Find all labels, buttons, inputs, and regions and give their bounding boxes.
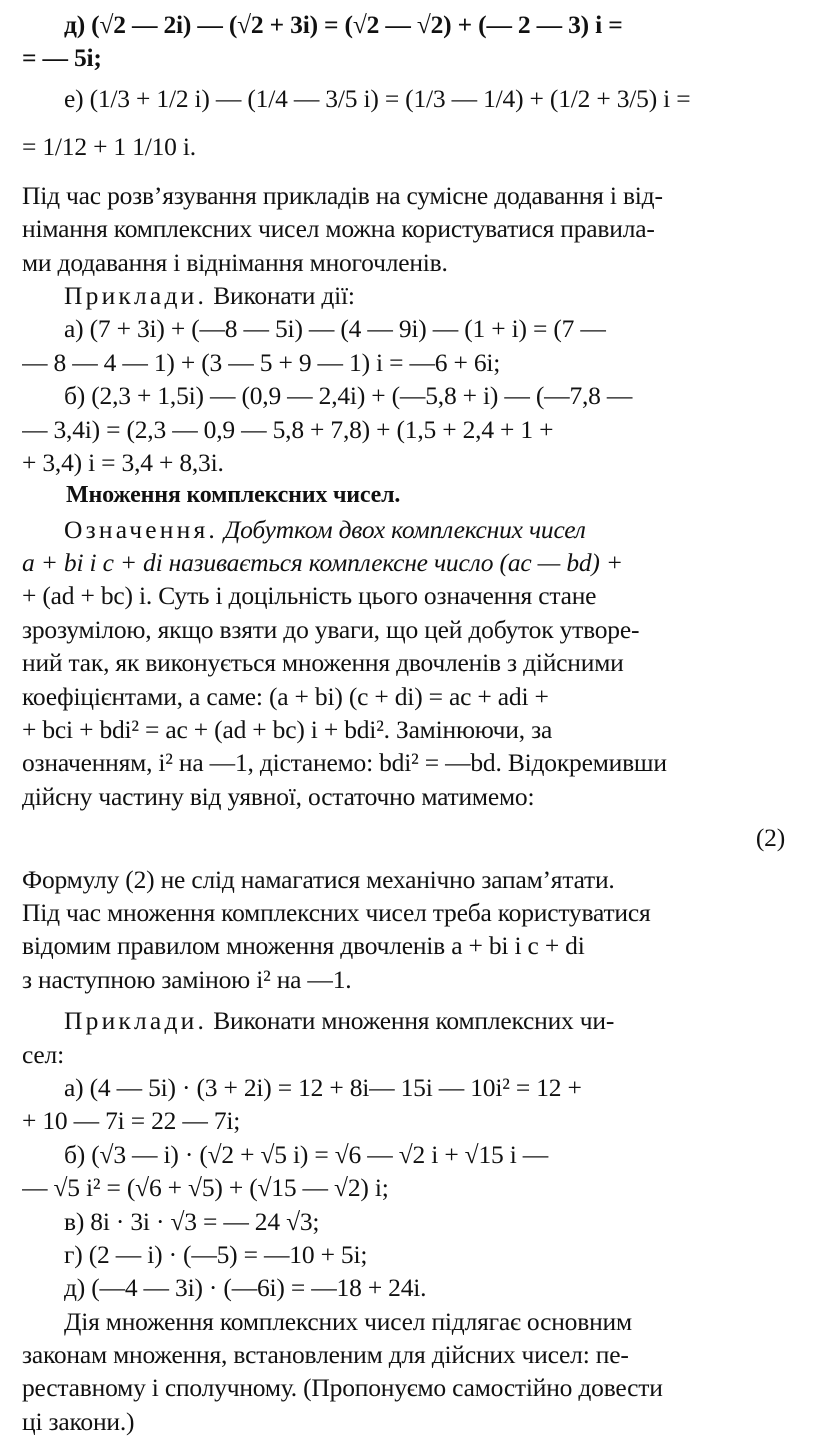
text-line: Під час множення комплексних чисел треба користуватися <box>22 897 651 927</box>
example-line: — √5 i² = (√6 + √5) + (√15 — √2) i; <box>22 1173 389 1203</box>
paragraph-formula-note <box>22 863 799 997</box>
examples-intro <box>22 279 799 312</box>
examples-label: Приклади. <box>64 1006 208 1036</box>
examples-label: Приклади. <box>64 280 208 310</box>
text-line: + bci + bdi² = ac + (ad + bc) i + bdi². Замінюючи, за <box>22 715 553 745</box>
example-line: г) (2 — i) · (—5) = —10 + 5i; <box>64 1239 368 1269</box>
section-heading: Множення комплексних чисел. <box>66 482 401 509</box>
example-e-line: е) (1/3 + 1/2 i) — (1/4 — 3/5 i) = (1/3 — 1/4) + (1/2 + 3/5) i = <box>64 83 691 113</box>
definition-label: Означення. <box>64 514 218 544</box>
example-line: б) (√3 — i) · (√2 + √5 i) = √6 — √2 i + √15 i — <box>64 1139 549 1169</box>
example-line: в) 8i · 3i · √3 = — 24 √3; <box>64 1206 320 1236</box>
definition-intro <box>22 513 799 546</box>
definition-text: Добутком двох комплексних чисел <box>217 514 586 544</box>
text-line: ний так, як виконується множення двочленів з дійсними <box>22 648 624 678</box>
text-line: законам множення, встановленим для дійсних чисел: пе- <box>22 1340 629 1370</box>
examples-intro <box>22 1004 799 1037</box>
text-line: Формулу (2) не слід намагатися механічно запам’ятати. <box>22 864 615 894</box>
example-d-result: = — 5i; <box>22 43 102 73</box>
example-e-result: = 1/12 + 1 1/10 i. <box>22 131 196 161</box>
example-line: а) (7 + 3i) + (—8 — 5i) — (4 — 9i) — (1 + i) = (7 — <box>64 314 606 344</box>
text-line: + (ad + bc) i. Суть і доцільність цього означення стане <box>22 581 597 611</box>
closing-paragraph <box>22 1305 799 1438</box>
examples-task: Виконати множення комплексних чи- <box>207 1006 615 1036</box>
example-line: — 3,4i) = (2,3 — 0,9 — 5,8 + 7,8) + (1,5 + 2,4 + 1 + <box>22 414 554 444</box>
definition-line: a + bi і c + di називається комплексне число (ac — bd) + <box>22 548 623 578</box>
text-line: Під час розв’язування прикладів на сумісне додавання і від- <box>22 180 663 210</box>
text-line: реставному і сполучному. (Пропонуємо самостійно довести <box>22 1373 663 1403</box>
text-line: зрозумілою, якщо взяти до уваги, що цей добуток утворе- <box>22 614 640 644</box>
definition-block <box>22 513 799 814</box>
text-line: відомим правилом множення двочленів a + bi і c + di <box>22 931 585 961</box>
examples-addition <box>22 279 799 479</box>
example-line: + 10 — 7i = 22 — 7i; <box>22 1106 241 1136</box>
examples-continuation <box>22 8 799 171</box>
example-line: — 8 — 4 — 1) + (3 — 5 + 9 — 1) i = —6 + 6i; <box>22 347 501 377</box>
text-line: німання комплексних чисел можна користуватися правила- <box>22 214 655 244</box>
text-line: означенням, i² на —1, дістанемо: bdi² = —bd. Відокремивши <box>22 748 667 778</box>
text-line: коефіцієнтами, а саме: (a + bi) (c + di) = ac + adi + <box>22 681 549 711</box>
examples-multiplication <box>22 1004 799 1305</box>
formula-number: (2) <box>755 823 785 853</box>
example-line: б) (2,3 + 1,5i) — (0,9 — 2,4i) + (—5,8 + i) — (—7,8 — <box>64 381 633 411</box>
example-line: а) (4 — 5i) · (3 + 2i) = 12 + 8i— 15i — 10i² = 12 + <box>64 1072 582 1102</box>
example-d-line: д) (√2 — 2i) — (√2 + 3i) = (√2 — √2) + (— 2 — 3) i = <box>64 10 623 39</box>
paragraph-add-subtract <box>22 179 799 279</box>
text-line: дійсну частину від уявної, остаточно матимемо: <box>22 781 535 811</box>
text-line: Дія множення комплексних чисел підлягає основним <box>64 1306 632 1336</box>
formula-2 <box>22 821 799 854</box>
example-line: + 3,4) i = 3,4 + 8,3i. <box>22 447 224 477</box>
text-line: з наступною заміною i² на —1. <box>22 964 352 994</box>
examples-task-cont: сел: <box>22 1039 64 1069</box>
examples-task: Виконати дії: <box>207 280 355 310</box>
example-line: д) (—4 — 3i) · (—6i) = —18 + 24i. <box>64 1273 427 1303</box>
text-line: ми додавання і віднімання многочленів. <box>22 247 448 277</box>
text-line: ці закони.) <box>22 1406 135 1436</box>
